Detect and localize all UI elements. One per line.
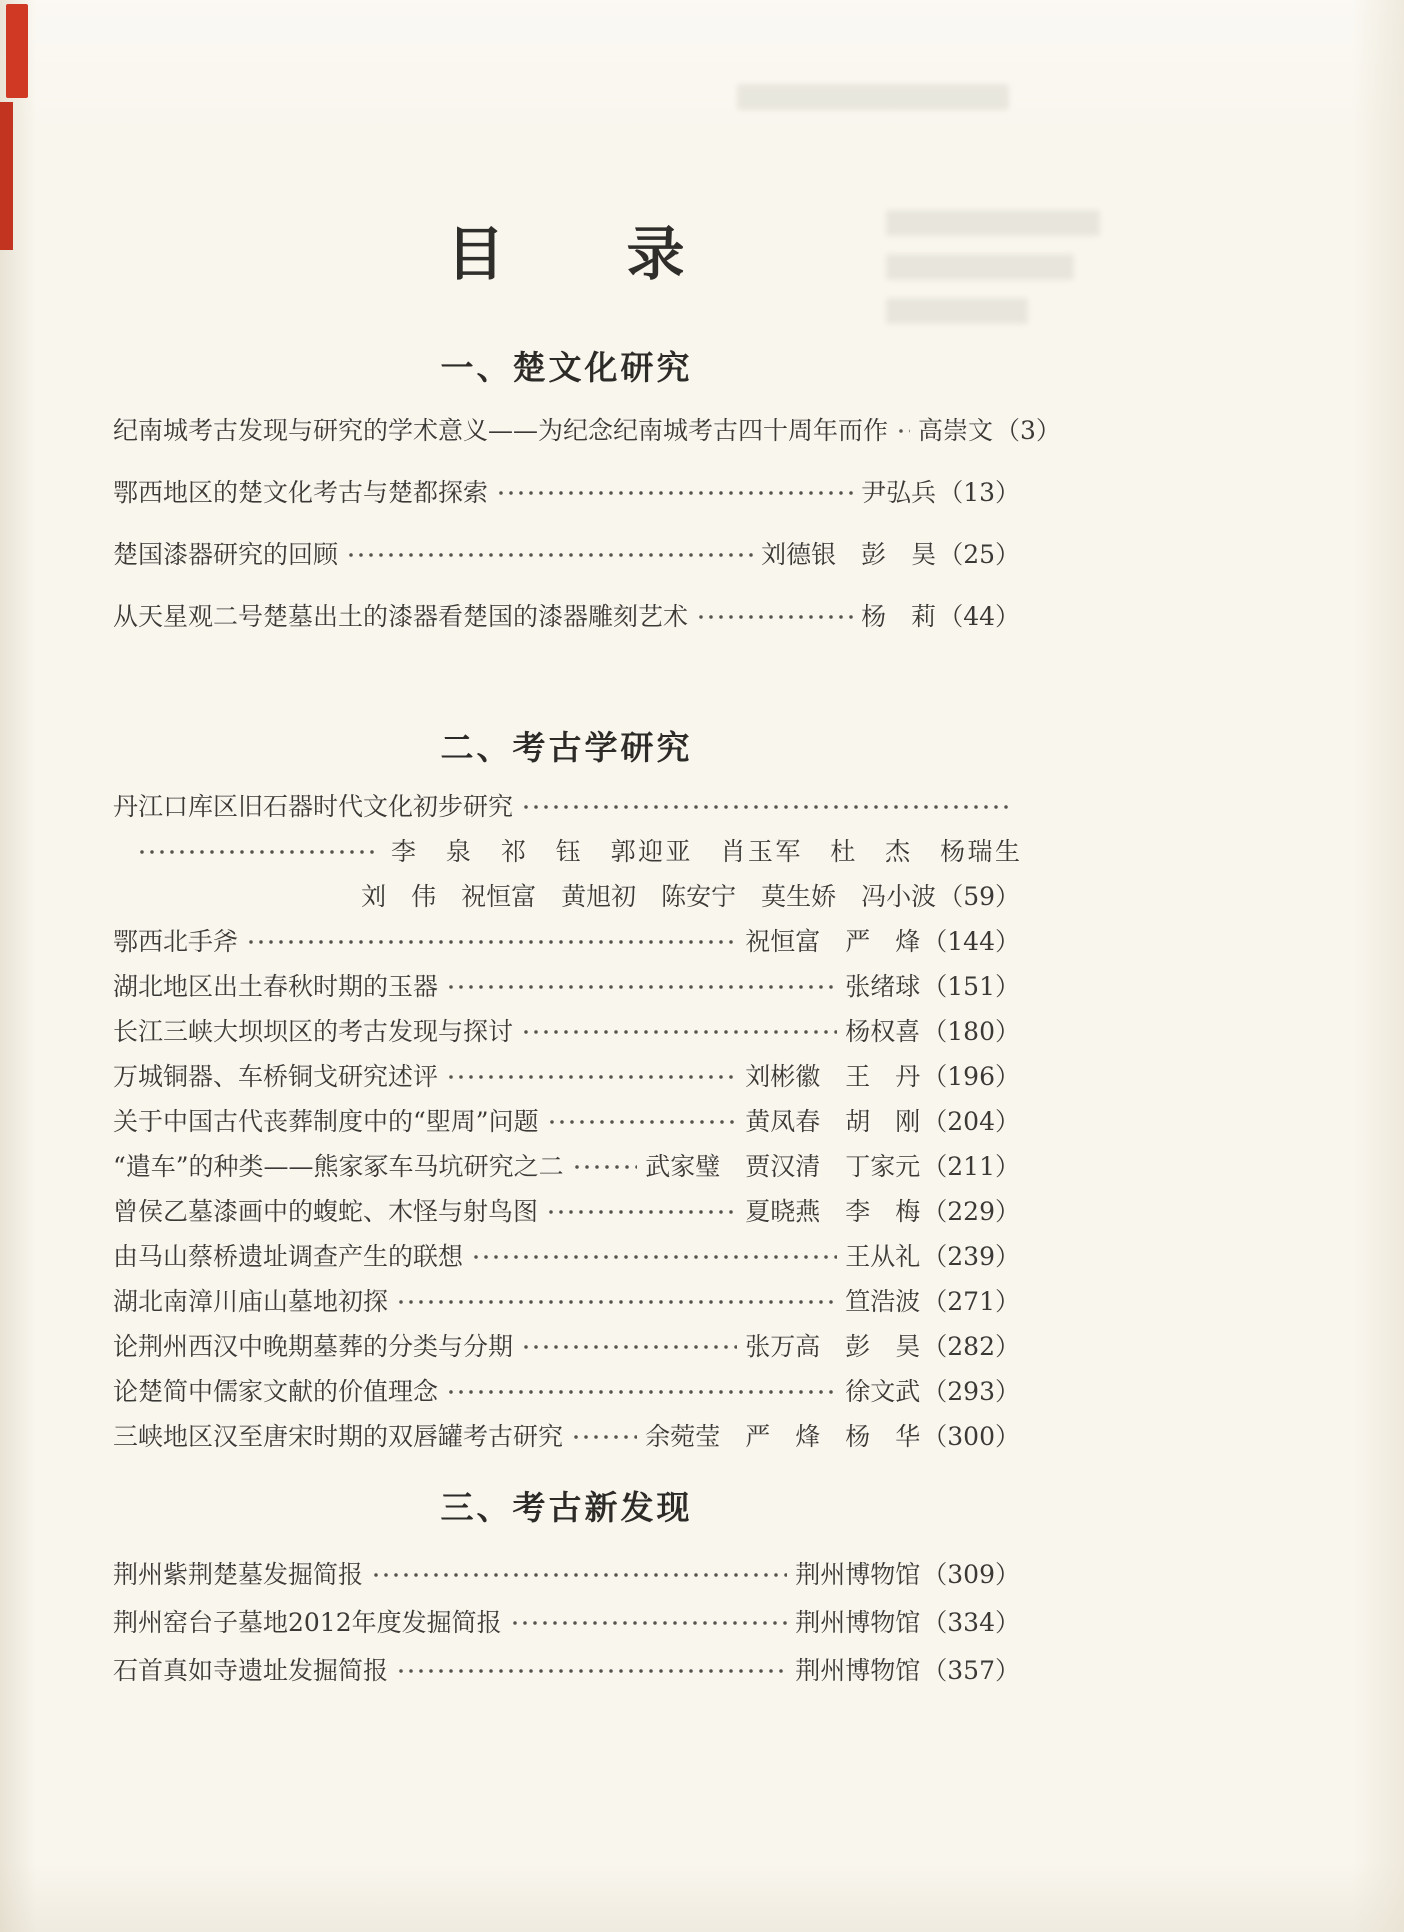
entry-authors: 高崇文 bbox=[918, 416, 994, 445]
entry-title: 三峡地区汉至唐宋时期的双唇罐考古研究 bbox=[113, 1422, 564, 1451]
entry-page-number: （309） bbox=[922, 1560, 1020, 1589]
toc-entry bbox=[113, 1060, 1020, 1094]
entry-authors: 王从礼 bbox=[845, 1242, 921, 1271]
dotted-leader bbox=[570, 1150, 638, 1184]
entry-title: “遣车”的种类——熊家冢车马坑研究之二 bbox=[113, 1152, 564, 1181]
entry-title: 鄂西北手斧 bbox=[113, 927, 239, 956]
entry-title: 丹江口库区旧石器时代文化初步研究 bbox=[113, 792, 514, 821]
entry-page-number: （44） bbox=[938, 602, 1020, 631]
entry-page-number: （151） bbox=[922, 972, 1020, 1001]
entry-page-number: （300） bbox=[922, 1422, 1020, 1451]
entry-title: 长江三峡大坝坝区的考古发现与探讨 bbox=[113, 1017, 514, 1046]
entry-page-number: （144） bbox=[922, 927, 1020, 956]
entry-title: 荆州紫荆楚墓发掘简报 bbox=[113, 1560, 364, 1589]
entry-page-number: （271） bbox=[922, 1287, 1020, 1316]
entry-page-number: （180） bbox=[922, 1017, 1020, 1046]
toc-sections bbox=[113, 348, 1061, 1688]
dotted-leader bbox=[469, 1240, 837, 1274]
entry-title: 荆州窑台子墓地2012年度发掘简报 bbox=[113, 1608, 502, 1637]
toc-entry bbox=[113, 1285, 1020, 1319]
dotted-leader bbox=[369, 1558, 787, 1592]
toc-entry bbox=[113, 1654, 1020, 1688]
entry-page-number: （229） bbox=[922, 1197, 1020, 1226]
dotted-leader bbox=[494, 476, 853, 510]
entry-page-number: （239） bbox=[922, 1242, 1020, 1271]
entry-page-number: （59） bbox=[938, 882, 1020, 911]
entry-authors: 黄凤春 胡 刚 bbox=[745, 1107, 921, 1136]
dotted-leader bbox=[544, 1195, 737, 1229]
entry-page-number: （282） bbox=[922, 1332, 1020, 1361]
dotted-leader bbox=[444, 1060, 737, 1094]
entry-authors: 武家璧 贾汉清 丁家元 bbox=[645, 1152, 921, 1181]
toc-entry bbox=[113, 835, 1020, 869]
dotted-leader bbox=[244, 925, 737, 959]
dotted-leader bbox=[135, 835, 377, 869]
entry-authors: 尹弘兵 bbox=[861, 478, 937, 507]
entry-title: 湖北南漳川庙山墓地初探 bbox=[113, 1287, 389, 1316]
entry-page-number: （293） bbox=[922, 1377, 1020, 1406]
toc-entry bbox=[113, 1015, 1020, 1049]
dotted-leader bbox=[569, 1420, 637, 1454]
entry-authors: 余菀莹 严 烽 杨 华 bbox=[645, 1422, 921, 1451]
entry-authors: 笪浩波 bbox=[845, 1287, 921, 1316]
dotted-leader bbox=[694, 600, 853, 634]
entry-title: 石首真如寺遗址发掘简报 bbox=[113, 1656, 389, 1685]
entry-page-number: （3） bbox=[995, 416, 1061, 445]
entry-title: 关于中国古代丧葬制度中的“堲周”问题 bbox=[113, 1107, 539, 1136]
entry-authors: 刘 伟 祝恒富 黄旭初 陈安宁 莫生娇 冯小波 bbox=[361, 882, 937, 911]
toc-entry bbox=[113, 1195, 1020, 1229]
entry-authors: 徐文武 bbox=[845, 1377, 921, 1406]
toc-content bbox=[113, 0, 1061, 1688]
toc-entry bbox=[113, 880, 1020, 914]
toc-entry bbox=[113, 1375, 1020, 1409]
toc-entry bbox=[113, 1606, 1020, 1640]
entry-title: 湖北地区出土春秋时期的玉器 bbox=[113, 972, 439, 1001]
book-edge-red-mark bbox=[6, 4, 28, 98]
entry-page-number: （334） bbox=[922, 1608, 1020, 1637]
toc-entry bbox=[113, 970, 1020, 1004]
dotted-leader bbox=[508, 1606, 788, 1640]
entry-list bbox=[113, 1558, 1020, 1688]
entry-authors: 荆州博物馆 bbox=[795, 1608, 921, 1637]
entry-title: 曾侯乙墓漆画中的蝮蛇、木怪与射鸟图 bbox=[113, 1197, 539, 1226]
entry-authors: 祝恒富 严 烽 bbox=[745, 927, 921, 956]
entry-authors: 荆州博物馆 bbox=[795, 1656, 921, 1685]
section-heading: 二、考古学研究 bbox=[440, 728, 693, 767]
dotted-leader bbox=[545, 1105, 738, 1139]
entry-authors: 夏晓燕 李 梅 bbox=[745, 1197, 921, 1226]
entry-authors: 张绪球 bbox=[845, 972, 921, 1001]
toc-entry bbox=[113, 1558, 1020, 1592]
section-heading: 一、楚文化研究 bbox=[440, 348, 693, 387]
entry-authors: 李 泉 祁 钰 郭迎亚 肖玉军 杜 杰 杨瑞生 bbox=[391, 837, 1020, 866]
dotted-leader bbox=[444, 1375, 837, 1409]
book-edge-red-mark bbox=[0, 102, 13, 250]
entry-title: 由马山蔡桥遗址调查产生的联想 bbox=[113, 1242, 464, 1271]
dotted-leader bbox=[394, 1654, 787, 1688]
dotted-leader bbox=[519, 1330, 737, 1364]
entry-authors: 刘德银 彭 昊 bbox=[761, 540, 937, 569]
toc-entry bbox=[113, 600, 1020, 634]
toc-entry bbox=[113, 1330, 1020, 1364]
toc-entry bbox=[113, 414, 1061, 448]
dotted-leader bbox=[344, 538, 753, 572]
entry-page-number: （13） bbox=[938, 478, 1020, 507]
entry-list bbox=[113, 414, 1061, 634]
entry-page-number: （196） bbox=[922, 1062, 1020, 1091]
entry-authors: 杨权喜 bbox=[845, 1017, 921, 1046]
entry-title: 楚国漆器研究的回顾 bbox=[113, 540, 339, 569]
toc-section bbox=[113, 348, 1061, 634]
entry-page-number: （211） bbox=[922, 1152, 1020, 1181]
entry-authors: 张万高 彭 昊 bbox=[745, 1332, 921, 1361]
toc-section bbox=[113, 1490, 1020, 1688]
entry-authors: 刘彬徽 王 丹 bbox=[745, 1062, 921, 1091]
dotted-leader bbox=[519, 790, 1012, 824]
entry-title: 论楚简中儒家文献的价值理念 bbox=[113, 1377, 439, 1406]
entry-page-number: （357） bbox=[922, 1656, 1020, 1685]
entry-title: 论荆州西汉中晚期墓葬的分类与分期 bbox=[113, 1332, 514, 1361]
entry-authors: 荆州博物馆 bbox=[795, 1560, 921, 1589]
entry-title: 万城铜器、车桥铜戈研究述评 bbox=[113, 1062, 439, 1091]
section-heading: 三、考古新发现 bbox=[440, 1488, 693, 1527]
dotted-leader bbox=[444, 970, 837, 1004]
entry-title: 鄂西地区的楚文化考古与楚都探索 bbox=[113, 478, 489, 507]
entry-page-number: （204） bbox=[922, 1107, 1020, 1136]
toc-entry bbox=[113, 1240, 1020, 1274]
toc-entry bbox=[113, 1420, 1020, 1454]
page-title: 目 录 bbox=[446, 220, 687, 288]
entry-list bbox=[113, 790, 1020, 1454]
entry-authors: 杨 莉 bbox=[861, 602, 937, 631]
entry-title: 纪南城考古发现与研究的学术意义——为纪念纪南城考古四十周年而作 bbox=[113, 416, 889, 445]
toc-entry bbox=[113, 1150, 1020, 1184]
entry-title: 从天星观二号楚墓出土的漆器看楚国的漆器雕刻艺术 bbox=[113, 602, 689, 631]
dotted-leader bbox=[519, 1015, 837, 1049]
toc-entry bbox=[113, 790, 1020, 824]
toc-entry bbox=[113, 1105, 1020, 1139]
toc-entry bbox=[113, 538, 1020, 572]
entry-page-number: （25） bbox=[938, 540, 1020, 569]
toc-section bbox=[113, 730, 1020, 1454]
dotted-leader bbox=[394, 1285, 837, 1319]
toc-entry bbox=[113, 925, 1020, 959]
toc-entry bbox=[113, 476, 1020, 510]
dotted-leader bbox=[894, 414, 910, 448]
